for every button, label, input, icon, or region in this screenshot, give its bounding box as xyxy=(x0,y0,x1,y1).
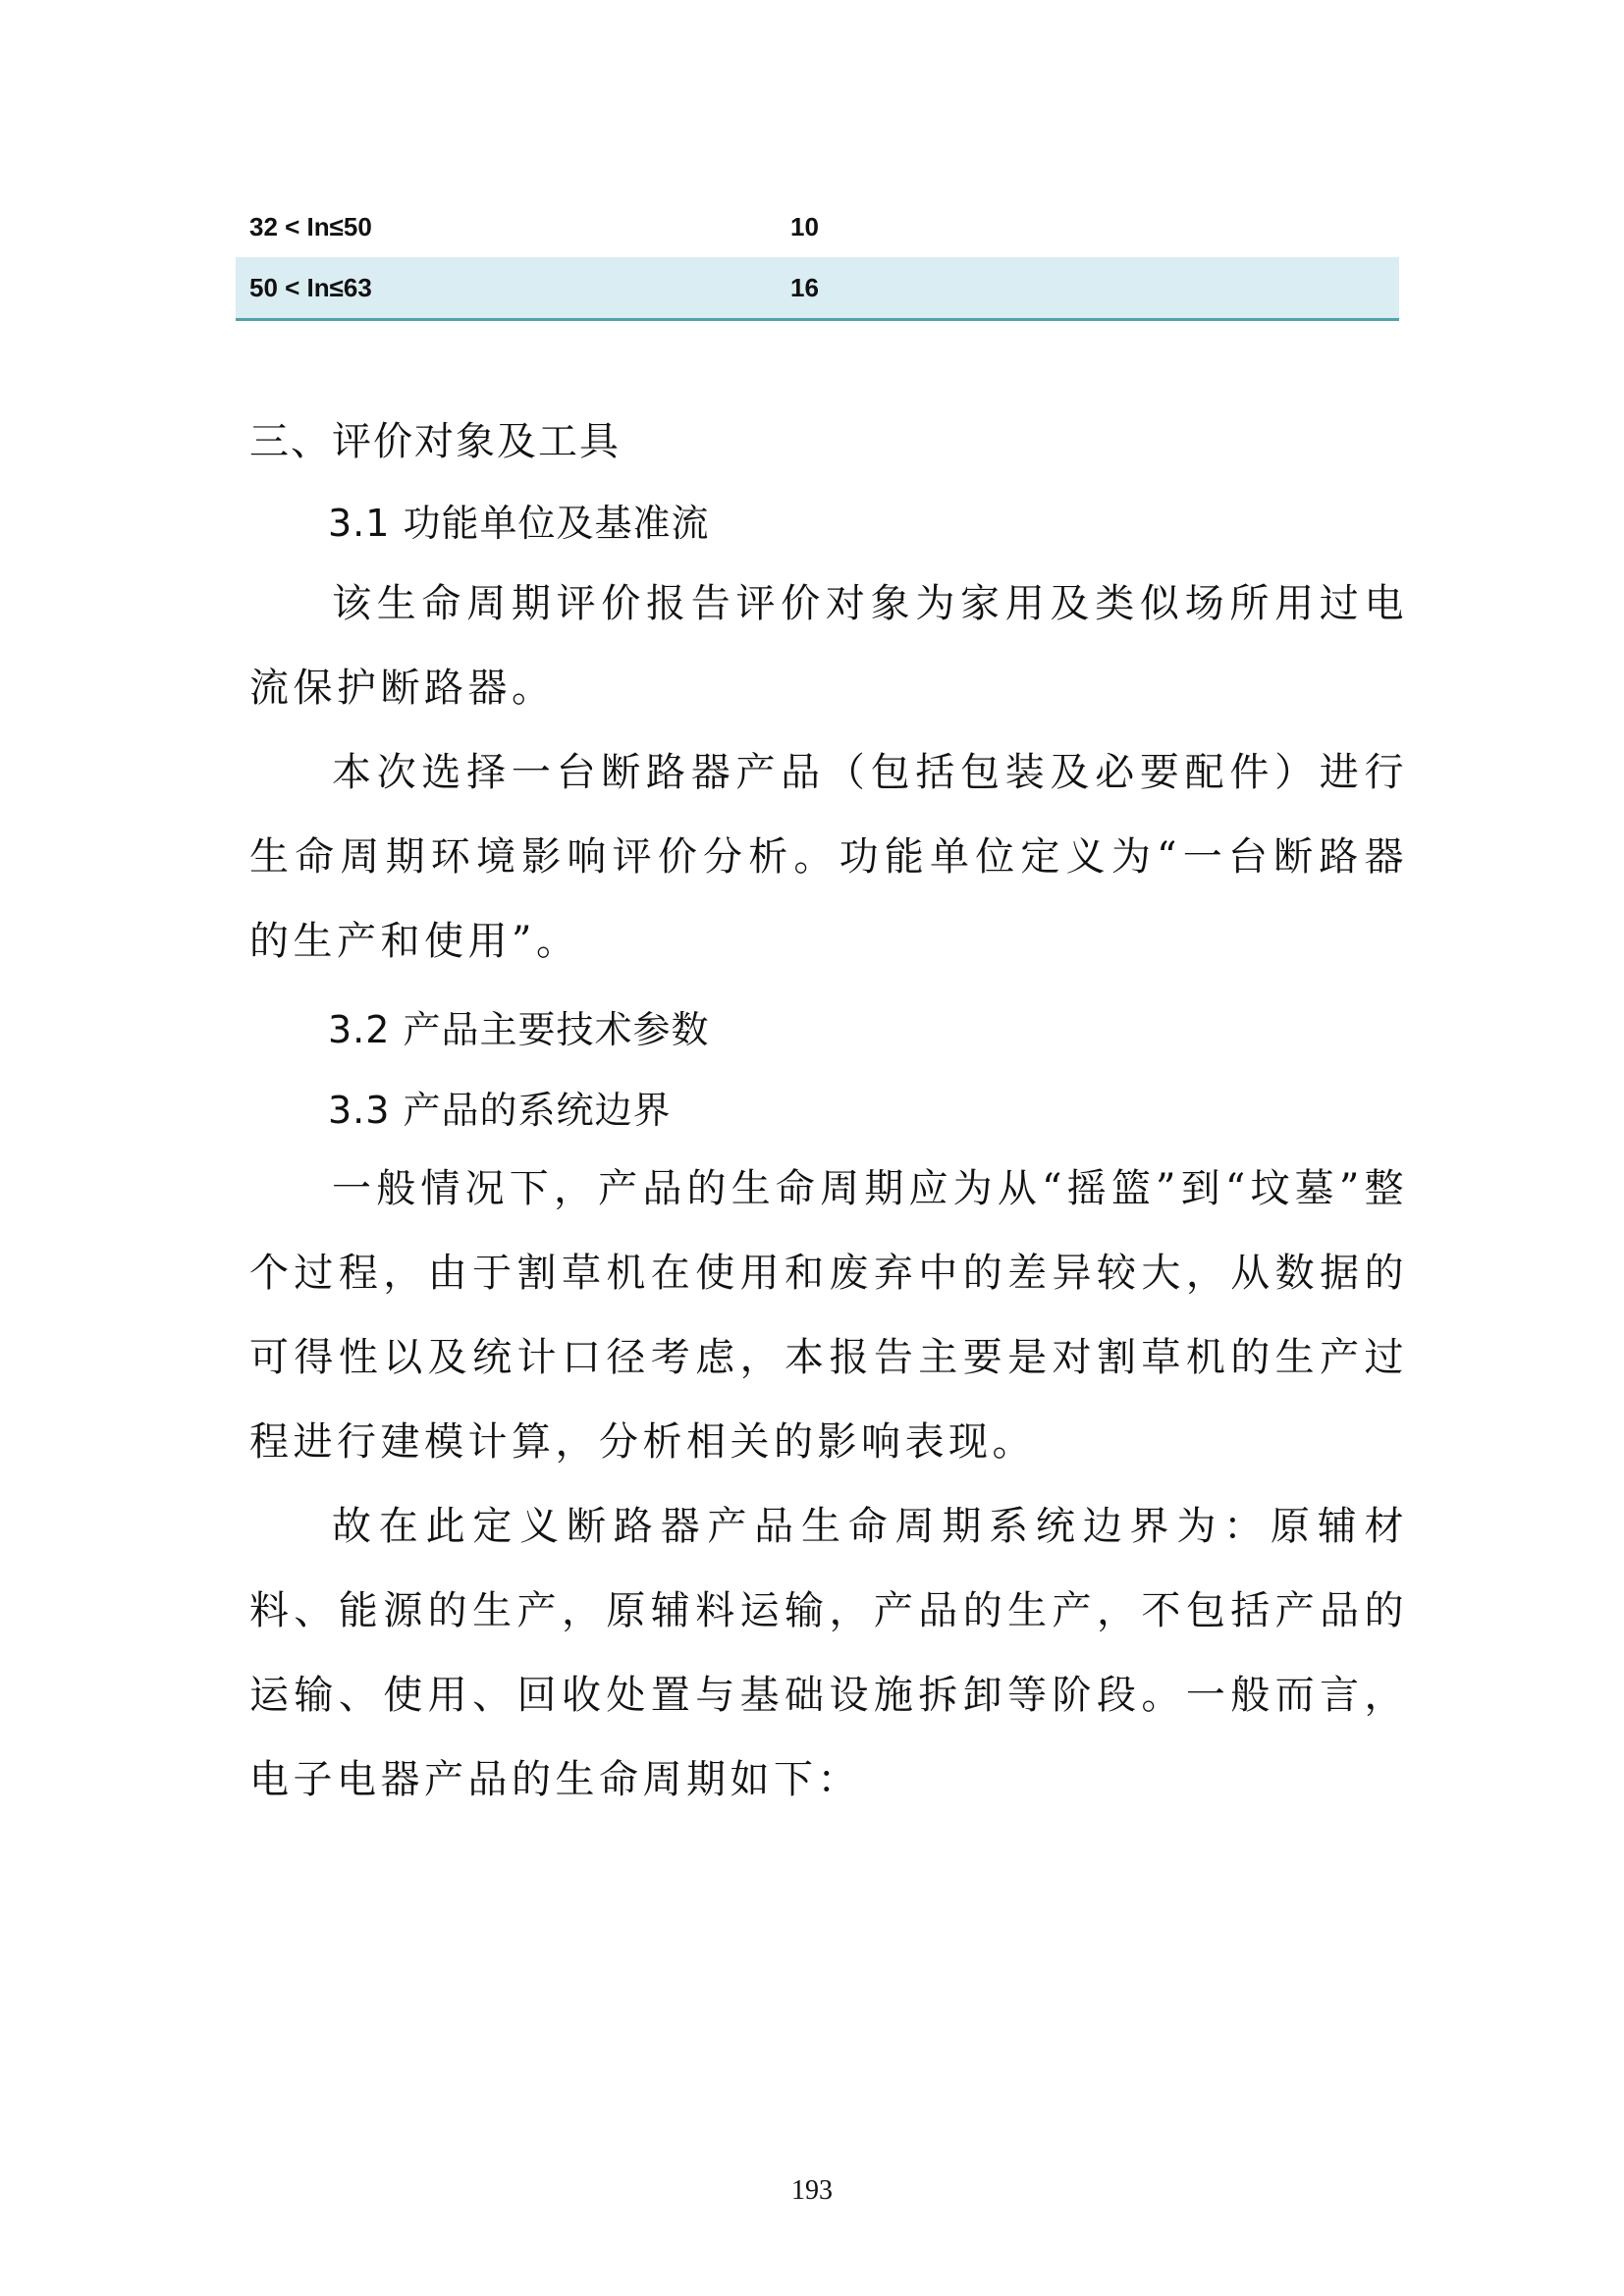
rating-table xyxy=(236,196,1399,321)
range-cell: 50 < In≤63 xyxy=(236,257,790,320)
table-row xyxy=(236,196,1399,257)
paragraph-evaluation-object: 该生命周期评价报告评价对象为家用及类似场所用过电流保护断路器。 xyxy=(249,581,1408,711)
value-cell: 10 xyxy=(790,211,819,241)
subsection-heading-3-3: 3.3 产品的系统边界 xyxy=(328,1089,672,1132)
value-cell: 16 xyxy=(790,257,1399,320)
subsection-heading-3-1: 3.1 功能单位及基准流 xyxy=(328,502,710,545)
range-cell: 32 < In≤50 xyxy=(249,211,372,241)
paragraph-system-boundary: 故在此定义断路器产品生命周期系统边界为：原辅材料、能源的生产，原辅料运输，产品的生产，不包括产品的运输、使用、回收处置与基础设施拆卸等阶段。一般而言，电子电器产品的生命周期如下： xyxy=(249,1504,1408,1802)
section-heading: 三、评价对象及工具 xyxy=(249,419,621,464)
paragraph-functional-unit: 本次选择一台断路器产品（包括包装及必要配件）进行生命周期环境影响评价分析。功能单位定义为“一台断路器的生产和使用”。 xyxy=(249,750,1408,964)
page-number: 193 xyxy=(791,2175,833,2206)
table-row xyxy=(236,257,1399,320)
subsection-heading-3-2: 3.2 产品主要技术参数 xyxy=(328,1008,710,1051)
paragraph-lifecycle-scope: 一般情况下，产品的生命周期应为从“摇篮”到“坟墓”整个过程，由于割草机在使用和废弃中的差异较大，从数据的可得性以及统计口径考虑，本报告主要是对割草机的生产过程进行建模计算，分析相关的影响表现。 xyxy=(249,1166,1408,1465)
